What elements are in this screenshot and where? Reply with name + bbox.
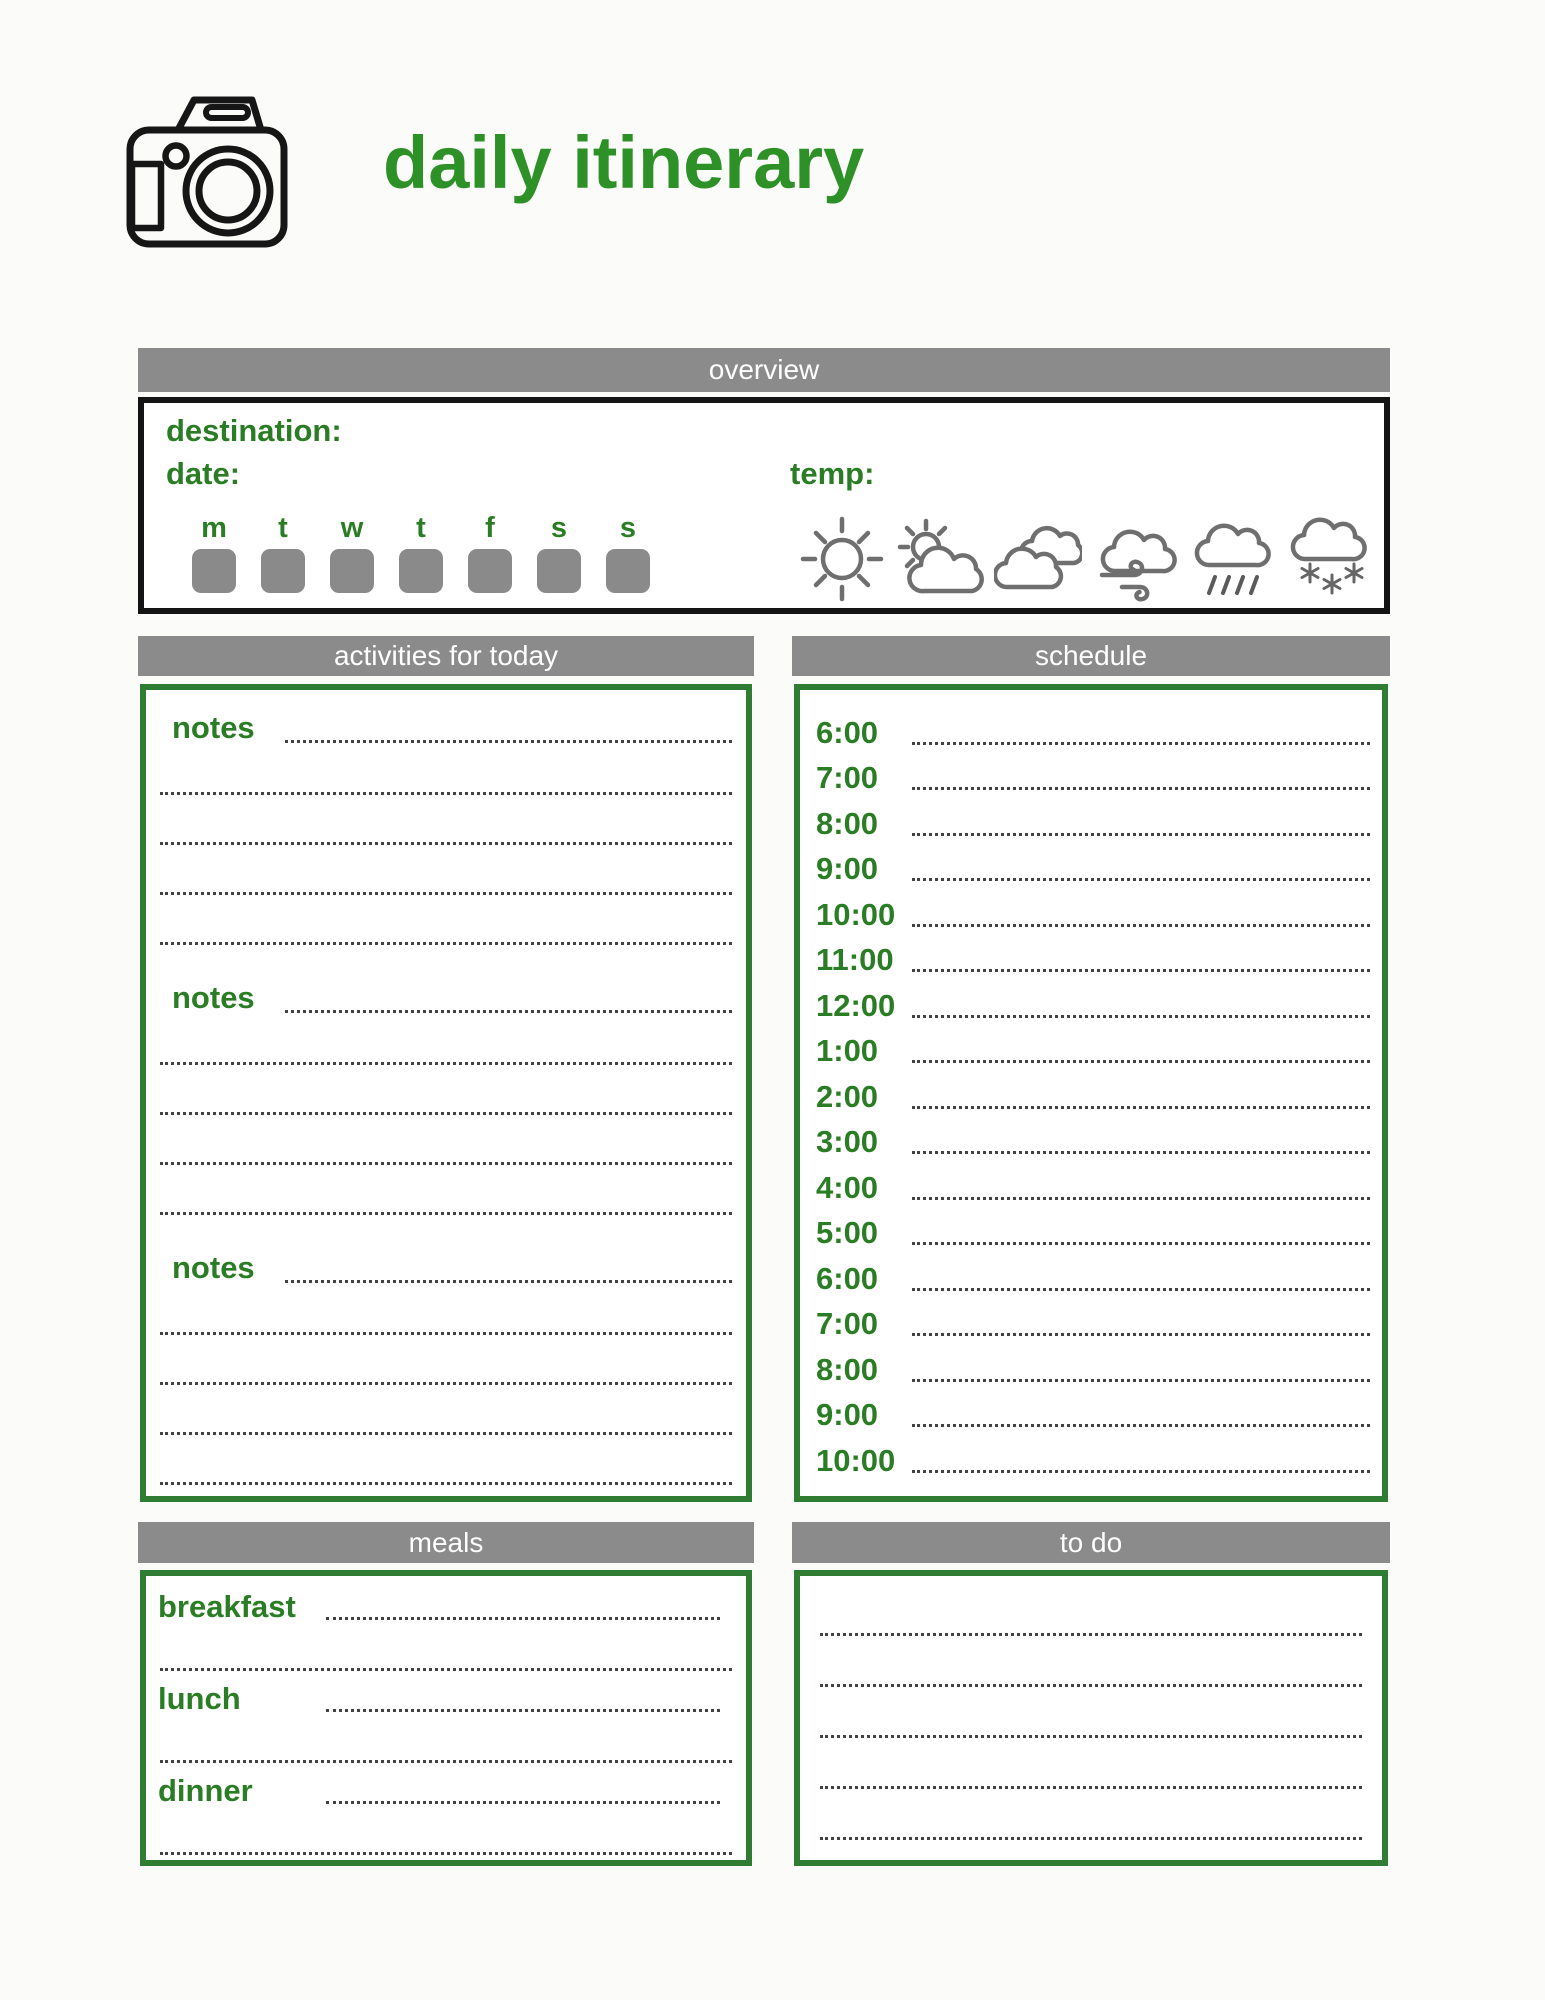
schedule-time: 10:00 — [816, 896, 896, 932]
schedule-time: 9:00 — [816, 1397, 879, 1432]
schedule-time: 8:00 — [816, 805, 879, 841]
schedule-row — [816, 1387, 1370, 1433]
meal-block — [158, 1576, 734, 1668]
weekday-letter: w — [340, 512, 364, 544]
notes-line[interactable] — [160, 1165, 732, 1215]
notes-line[interactable] — [160, 795, 732, 845]
notes-line[interactable] — [160, 1115, 732, 1165]
weekday-letter: t — [278, 512, 288, 544]
notes-label: notes — [172, 980, 255, 1015]
weekday-letter: s — [619, 512, 637, 544]
lunch-line[interactable] — [326, 1709, 720, 1712]
dinner-line[interactable] — [160, 1806, 732, 1855]
schedule-row — [816, 1432, 1370, 1478]
schedule-line[interactable] — [912, 1015, 1370, 1018]
weather-row — [798, 507, 1376, 603]
schedule-time: 5:00 — [816, 1215, 879, 1250]
schedule-line[interactable] — [912, 1060, 1370, 1063]
breakfast-line[interactable] — [326, 1617, 720, 1620]
schedule-line[interactable] — [912, 1197, 1370, 1200]
schedule-line[interactable] — [912, 1106, 1370, 1109]
schedule-row — [816, 1341, 1370, 1387]
day-checkbox[interactable] — [537, 549, 581, 593]
notes-line[interactable] — [285, 1010, 732, 1013]
weekday-row — [192, 513, 650, 593]
meal-block — [158, 1668, 734, 1760]
schedule-line[interactable] — [912, 1470, 1370, 1473]
temp-label: temp: — [790, 456, 875, 491]
camera-icon — [124, 88, 296, 254]
overview-box — [138, 397, 1390, 614]
dinner-label: dinner — [158, 1773, 253, 1808]
notes-line[interactable] — [160, 1015, 732, 1065]
schedule-line[interactable] — [912, 1242, 1370, 1245]
schedule-row — [816, 1250, 1370, 1296]
meal-block — [158, 1760, 734, 1852]
schedule-time: 3:00 — [816, 1124, 879, 1159]
day-checkbox[interactable] — [330, 549, 374, 593]
weekday-thursday — [399, 513, 443, 593]
notes-line[interactable] — [160, 845, 732, 895]
schedule-row — [816, 932, 1370, 978]
schedule-time: 6:00 — [816, 714, 879, 750]
schedule-time: 12:00 — [816, 987, 896, 1023]
schedule-row — [816, 977, 1370, 1023]
weekday-letter: f — [485, 512, 495, 544]
notes-block — [160, 960, 732, 1215]
page-title: daily itinerary — [383, 121, 865, 204]
meals-header: meals — [138, 1522, 754, 1563]
notes-line[interactable] — [160, 1285, 732, 1335]
notes-line[interactable] — [160, 1385, 732, 1435]
schedule-row — [816, 795, 1370, 841]
schedule-time: 7:00 — [816, 760, 879, 795]
weekday-friday — [468, 513, 512, 593]
activities-header: activities for today — [138, 636, 754, 676]
schedule-line[interactable] — [912, 969, 1370, 972]
day-checkbox[interactable] — [192, 549, 236, 593]
schedule-row — [816, 1114, 1370, 1160]
todo-line[interactable] — [820, 1636, 1362, 1687]
schedule-header: schedule — [792, 636, 1390, 676]
breakfast-label: breakfast — [158, 1589, 296, 1624]
schedule-time: 10:00 — [816, 1442, 896, 1478]
rainy-icon[interactable] — [1190, 507, 1278, 603]
schedule-line[interactable] — [912, 742, 1370, 745]
meals-box — [140, 1570, 752, 1866]
notes-label: notes — [172, 1250, 255, 1285]
notes-line[interactable] — [160, 1435, 732, 1485]
cloudy-icon[interactable] — [994, 507, 1082, 603]
schedule-line[interactable] — [912, 924, 1370, 927]
todo-line[interactable] — [820, 1789, 1362, 1840]
sunny-icon[interactable] — [798, 507, 886, 603]
breakfast-line[interactable] — [160, 1622, 732, 1671]
windy-icon[interactable] — [1092, 507, 1180, 603]
notes-line[interactable] — [160, 895, 732, 945]
weekday-wednesday — [330, 513, 374, 593]
schedule-row — [816, 1205, 1370, 1251]
day-checkbox[interactable] — [468, 549, 512, 593]
schedule-time: 7:00 — [816, 1306, 879, 1341]
schedule-time: 6:00 — [816, 1260, 879, 1296]
destination-label: destination: — [166, 413, 342, 448]
notes-line[interactable] — [160, 1065, 732, 1115]
schedule-time: 8:00 — [816, 1351, 879, 1387]
schedule-time: 11:00 — [816, 942, 894, 977]
day-checkbox[interactable] — [606, 549, 650, 593]
lunch-label: lunch — [158, 1681, 241, 1716]
schedule-time: 2:00 — [816, 1078, 879, 1114]
schedule-row — [816, 1023, 1370, 1069]
schedule-line[interactable] — [912, 1288, 1370, 1291]
weekday-saturday — [537, 513, 581, 593]
overview-header: overview — [138, 348, 1390, 392]
schedule-row — [816, 886, 1370, 932]
schedule-row — [816, 704, 1370, 750]
partly-cloudy-icon[interactable] — [896, 507, 984, 603]
schedule-line[interactable] — [912, 1151, 1370, 1154]
schedule-row — [816, 1159, 1370, 1205]
schedule-line[interactable] — [912, 1424, 1370, 1427]
todo-line[interactable] — [820, 1687, 1362, 1738]
todo-header: to do — [792, 1522, 1390, 1563]
weekday-letter: t — [416, 512, 426, 544]
dinner-line[interactable] — [326, 1801, 720, 1804]
notes-block — [160, 1230, 732, 1485]
schedule-row — [816, 841, 1370, 887]
schedule-line[interactable] — [912, 878, 1370, 881]
schedule-line[interactable] — [912, 1379, 1370, 1382]
todo-line[interactable] — [820, 1738, 1362, 1789]
day-checkbox[interactable] — [261, 549, 305, 593]
schedule-row — [816, 1068, 1370, 1114]
weekday-letter: m — [201, 512, 227, 544]
schedule-time: 4:00 — [816, 1169, 879, 1205]
todo-box — [794, 1570, 1388, 1866]
notes-line[interactable] — [285, 740, 732, 743]
todo-line[interactable] — [820, 1585, 1362, 1636]
schedule-time: 1:00 — [816, 1033, 879, 1068]
day-checkbox[interactable] — [399, 549, 443, 593]
notes-line[interactable] — [160, 1335, 732, 1385]
schedule-box — [794, 684, 1388, 1502]
schedule-row — [816, 1296, 1370, 1342]
snowy-icon[interactable] — [1288, 507, 1376, 603]
lunch-line[interactable] — [160, 1714, 732, 1763]
weekday-letter: s — [550, 512, 568, 544]
date-label: date: — [166, 456, 241, 491]
notes-label: notes — [172, 710, 255, 745]
weekday-sunday — [606, 513, 650, 593]
weekday-tuesday — [261, 513, 305, 593]
schedule-line[interactable] — [912, 833, 1370, 836]
schedule-line[interactable] — [912, 1333, 1370, 1336]
notes-line[interactable] — [160, 745, 732, 795]
notes-line[interactable] — [285, 1280, 732, 1283]
schedule-line[interactable] — [912, 787, 1370, 790]
schedule-time: 9:00 — [816, 851, 879, 886]
schedule-row — [816, 750, 1370, 796]
notes-block — [160, 690, 732, 945]
activities-box — [140, 684, 752, 1502]
weekday-monday — [192, 513, 236, 593]
